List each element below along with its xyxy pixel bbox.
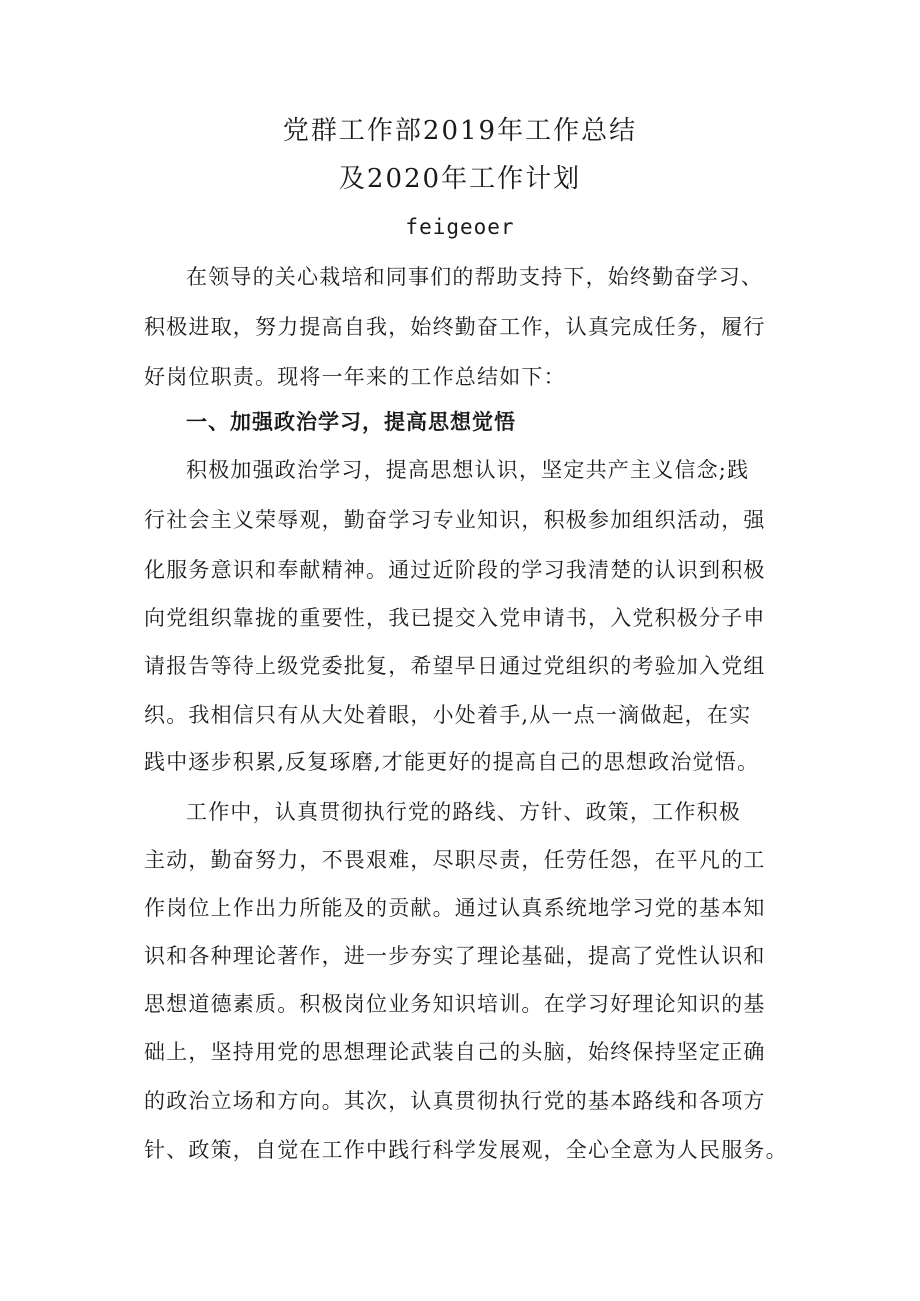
intro-line: 积极进取，努力提高自我，始终勤奋工作，认真完成任务，履行 [144, 315, 766, 339]
paragraph-line: 工作中，认真贯彻执行党的路线、方针、政策，工作积极 [186, 800, 741, 824]
document-title-line-2: 及2020年工作计划 [338, 164, 582, 194]
paragraph-line: 请报告等待上级党委批复，希望早日通过党组织的考验加入党组 [144, 654, 766, 678]
paragraph-line: 的政治立场和方向。其次，认真贯彻执行党的基本路线和各项方 [144, 1089, 766, 1113]
paragraph-line: 识和各种理论著作，进一步夯实了理论基础，提高了党性认识和 [144, 944, 766, 968]
document-author: feigeoer [405, 215, 515, 239]
paragraph-line: 向党组织靠拢的重要性，我已提交入党申请书，入党积极分子申 [144, 606, 766, 630]
intro-line: 在领导的关心栽培和同事们的帮助支持下，始终勤奋学习、 [186, 265, 764, 289]
paragraph-line: 织。我相信只有从大处着眼，小处着手,从一点一滴做起，在实 [144, 703, 752, 727]
intro-line: 好岗位职责。现将一年来的工作总结如下： [144, 365, 566, 389]
paragraph-line: 针、政策，自觉在工作中践行科学发展观，全心全意为人民服务。 [144, 1138, 788, 1162]
paragraph-line: 积极加强政治学习，提高思想认识，坚定共产主义信念;践 [186, 458, 750, 482]
paragraph-line: 主动，勤奋努力，不畏艰难，尽职尽责，任劳任怨，在平凡的工 [144, 848, 766, 872]
paragraph-line: 行社会主义荣辱观，勤奋学习专业知识，积极参加组织活动，强 [144, 508, 766, 532]
paragraph-line: 践中逐步积累,反复琢磨,才能更好的提高自己的思想政治觉悟。 [144, 750, 760, 774]
paragraph-line: 思想道德素质。积极岗位业务知识培训。在学习好理论知识的基 [144, 992, 766, 1016]
document-title-line-1: 党群工作部2019年工作总结 [282, 116, 638, 146]
paragraph-line: 础上，坚持用党的思想理论武装自己的头脑，始终保持坚定正确 [144, 1040, 766, 1064]
section-heading: 一、加强政治学习，提高思想觉悟 [186, 410, 516, 434]
paragraph-line: 化服务意识和奉献精神。通过近阶段的学习我清楚的认识到积极 [144, 558, 766, 582]
paragraph-line: 作岗位上作出力所能及的贡献。通过认真系统地学习党的基本知 [144, 896, 766, 920]
